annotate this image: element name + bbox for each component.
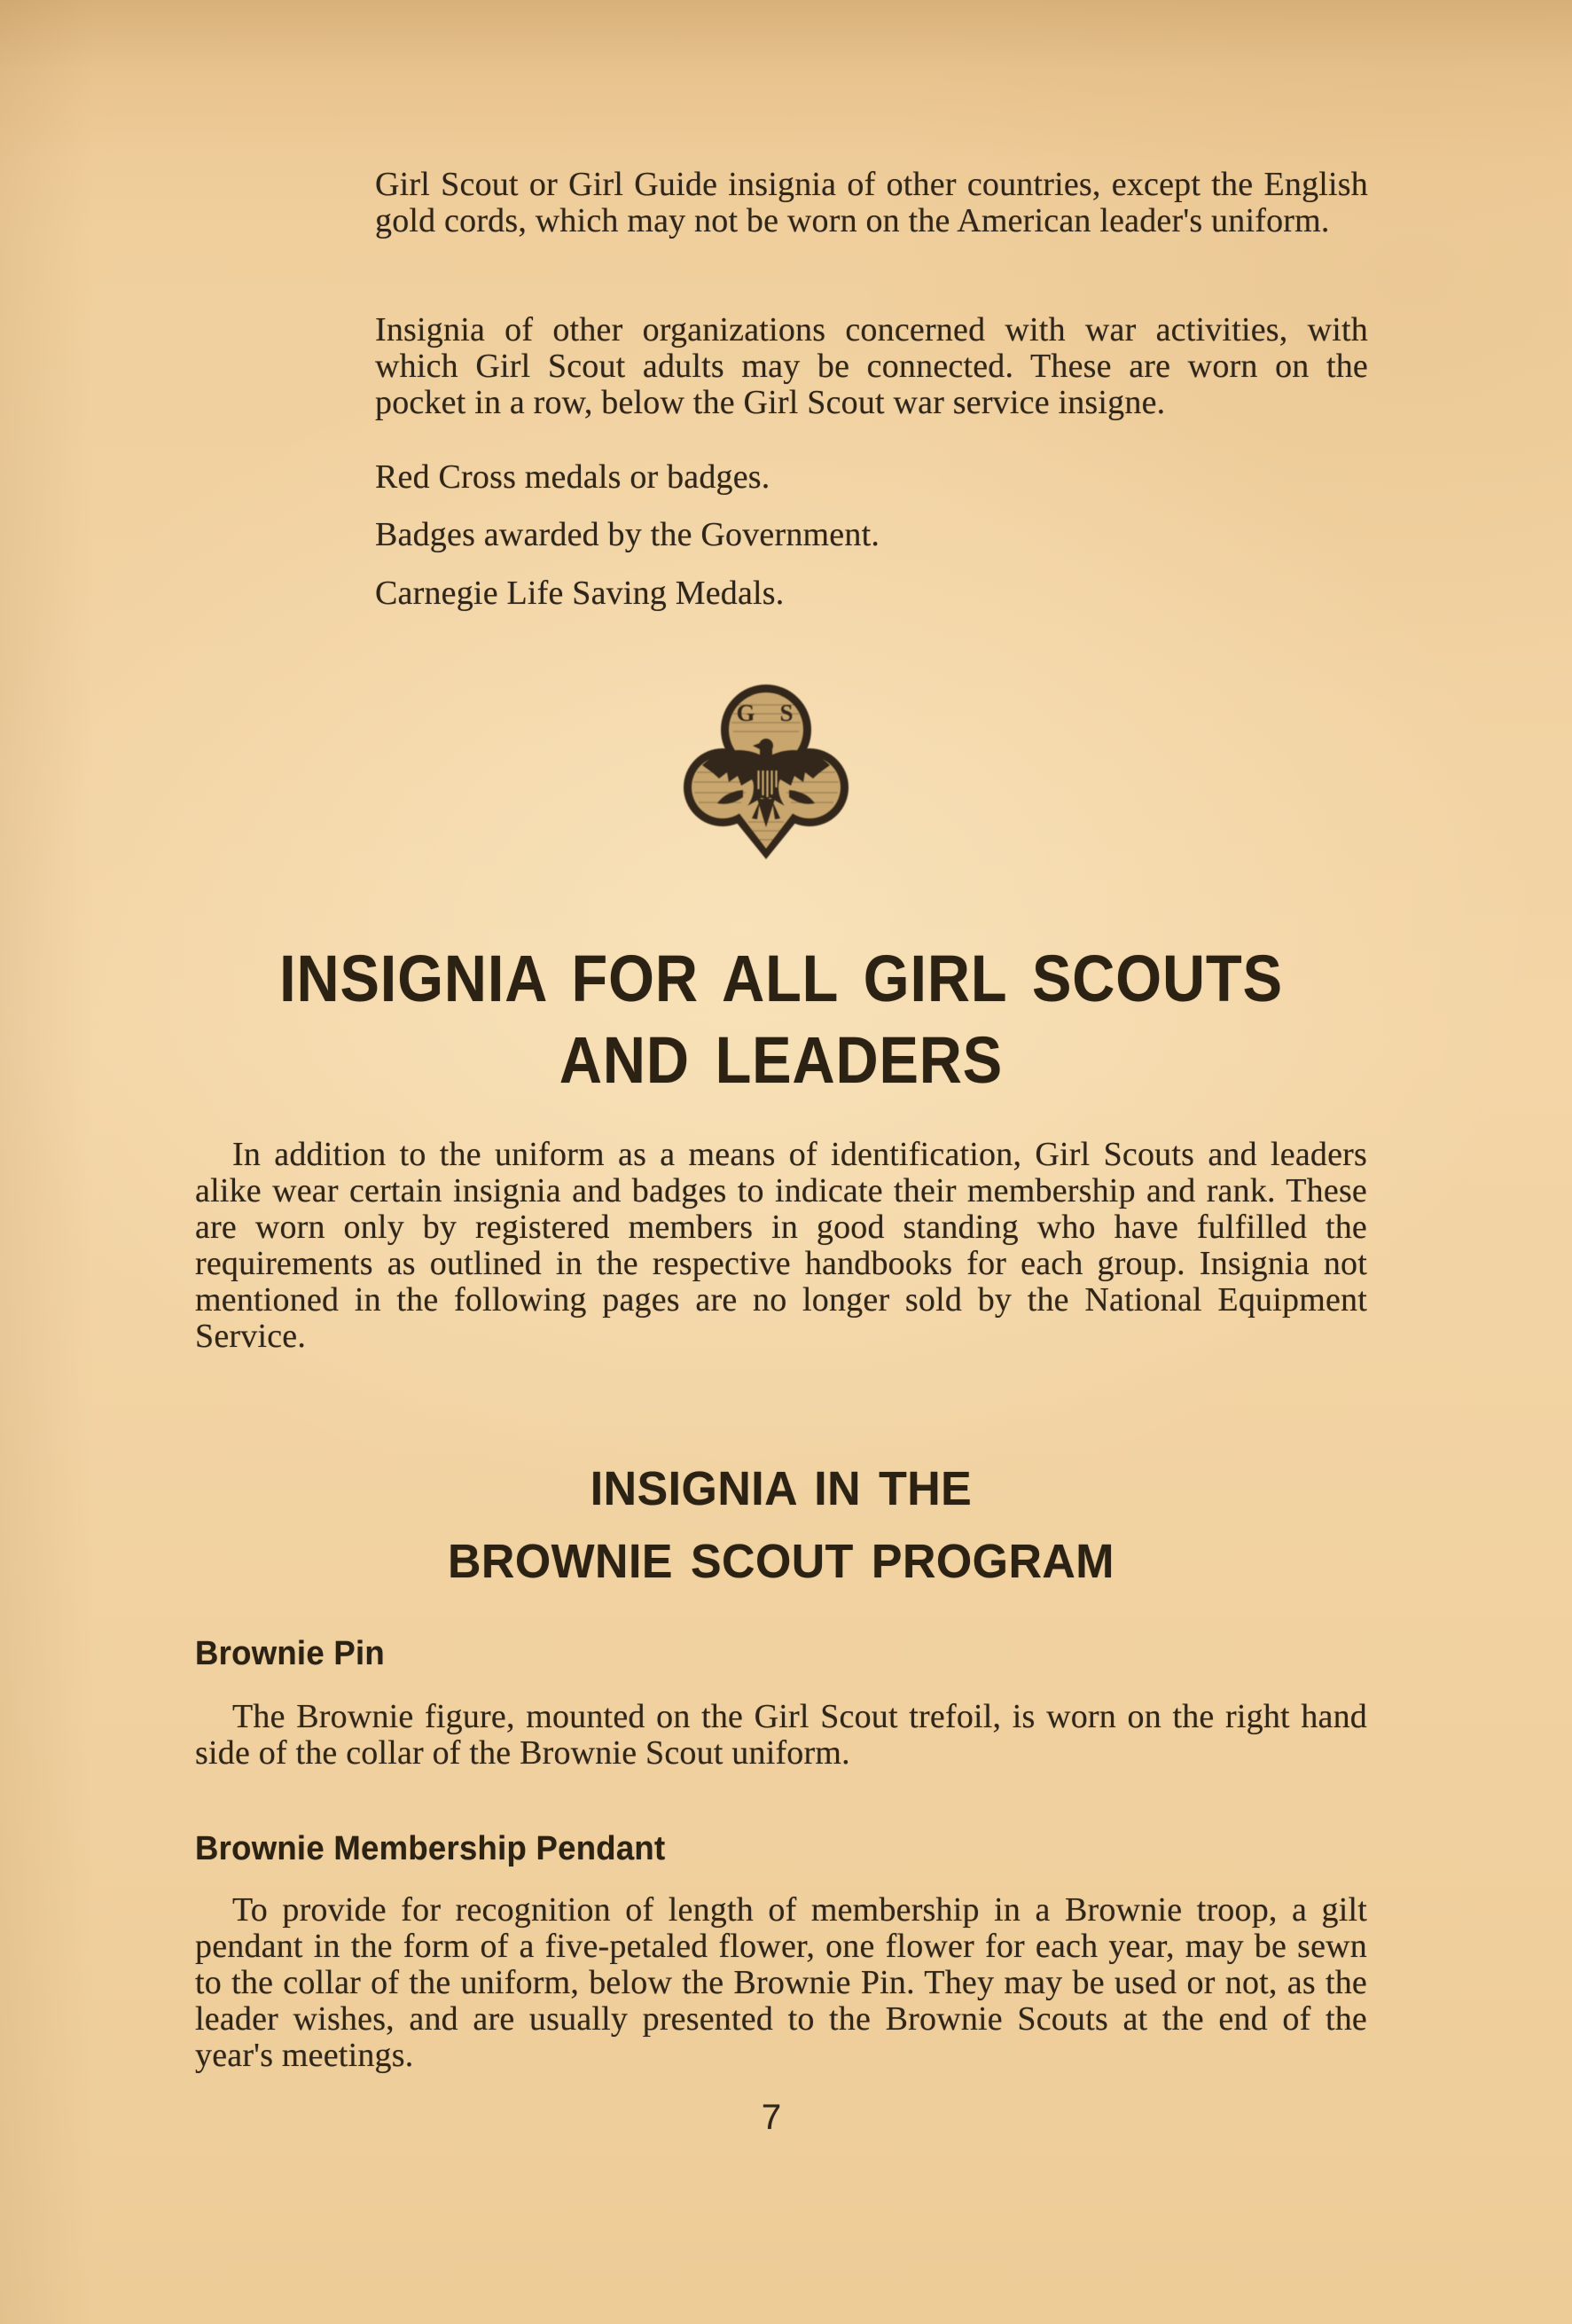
brownie-heading-line1: INSIGNIA IN THE [590, 1462, 973, 1515]
main-heading [195, 938, 1367, 1101]
main-heading-line1: INSIGNIA FOR ALL GIRL SCOUTS [279, 942, 1283, 1015]
main-heading-line2: AND LEADERS [559, 1023, 1004, 1097]
brownie-section-heading [195, 1452, 1367, 1598]
subsection-title-brownie-pin: Brownie Pin [195, 1635, 385, 1672]
intro-list-item: Badges awarded by the Government. [375, 516, 880, 553]
intro-list-item: Red Cross medals or badges. [375, 458, 770, 496]
intro-list-item: Carnegie Life Saving Medals. [375, 575, 785, 612]
page-number: 7 [761, 2098, 782, 2137]
intro-list-item: Insignia of other organizations concerned with war activities, with which Girl Scout adults may be connected. These are worn on the pocket in a row, below the Girl Scout war service insigne. [375, 311, 1368, 421]
svg-text:S: S [779, 700, 794, 726]
trefoil-eagle-icon [683, 683, 849, 860]
subsection-body-brownie-membership-pendant: To provide for recognition of length of membership in a Brownie troop, a gilt pendant in the form of a five-petaled flower, one flower for each year, may be sewn to the collar of the uniform, below the Brownie Pin. They may be used or not, as the leader wishes, and are usually presented to the Brownie Scouts at the end of the year's meetings. [195, 1891, 1367, 2074]
intro-list-item: Girl Scout or Girl Guide insignia of other countries, except the English gold cords, which may not be worn on the American leader's uniform. [375, 166, 1368, 239]
intro-paragraph: In addition to the uniform as a means of identification, Girl Scouts and leaders alike wear certain insignia and badges to indicate their membership and rank. These are worn only by registered members in good standing who have fulfilled the requirements as outlined in the respective handbooks for each group. Insignia not mentioned in the following pages are no longer sold by the National Equipment Service. [195, 1136, 1367, 1355]
subsection-title-brownie-membership-pendant: Brownie Membership Pendant [195, 1830, 666, 1867]
brownie-heading-line2: BROWNIE SCOUT PROGRAM [448, 1535, 1114, 1588]
svg-text:G: G [736, 700, 755, 726]
subsection-body-brownie-pin: The Brownie figure, mounted on the Girl Scout trefoil, is worn on the right hand side of the collar of the Brownie Scout uniform. [195, 1698, 1367, 1772]
